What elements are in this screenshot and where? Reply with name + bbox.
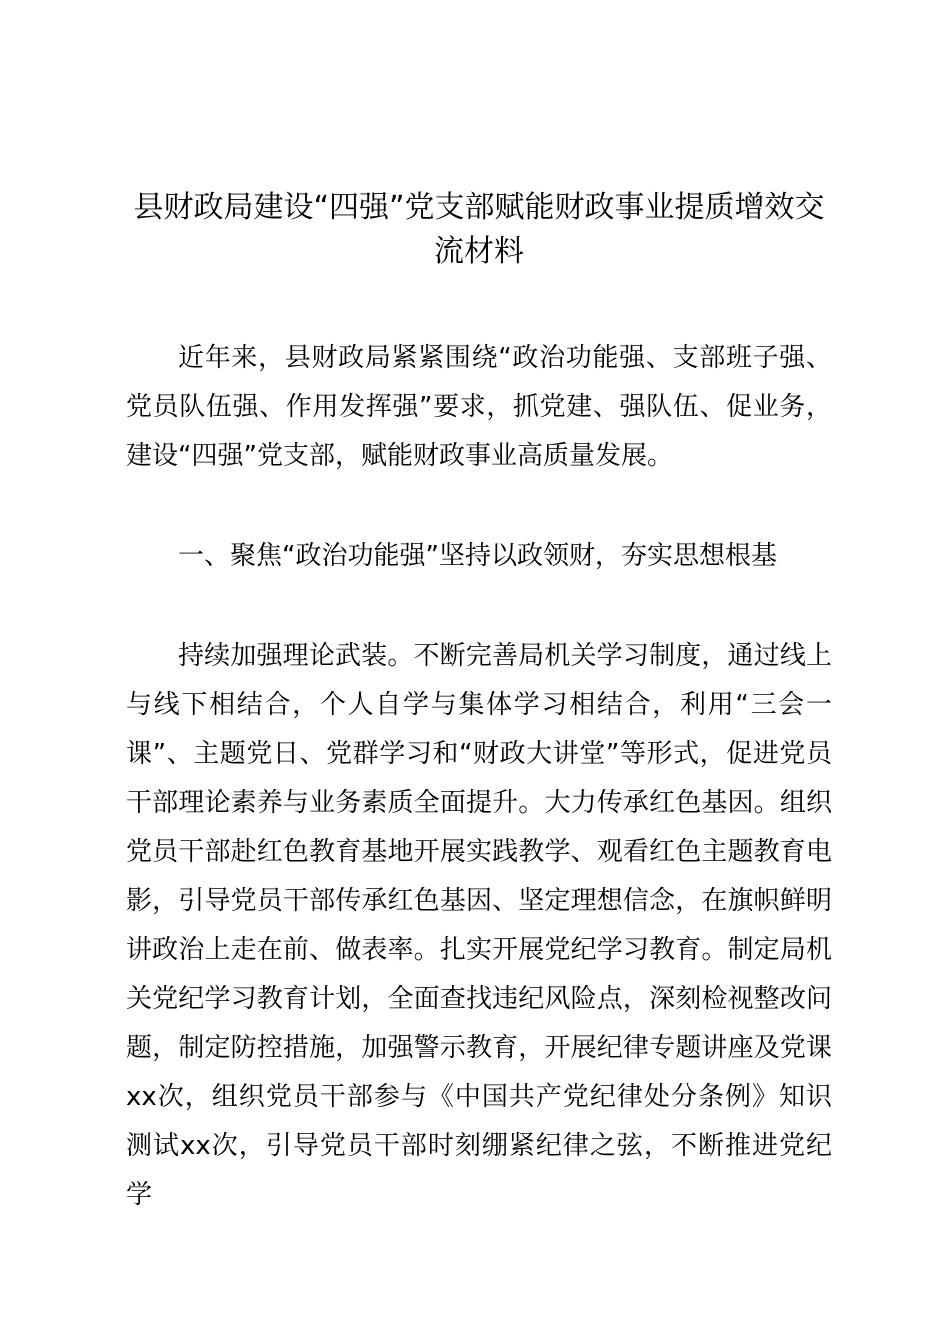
intro-paragraph: 近年来，县财政局紧紧围绕“政治功能强、支部班子强、党员队伍强、作用发挥强”要求，抓党建、强队伍、促业务，建设“四强”党支部，赋能财政事业高质量发展。	[126, 343, 832, 471]
document-title: 县财政局建设“四强”党支部赋能财政事业提质增效交流材料	[133, 190, 825, 269]
section-body-1: 持续加强理论武装。不断完善局机关学习制度，通过线上与线下相结合，个人自学与集体学习相结合，利用“三会一课”、主题党日、党群学习和“财政大讲堂”等形式，促进党员干部理论素养与业务素质全面提升。大力传承红色基因。组织党员干部赴红色教育基地开展实践教学、观看红色主题教育电影，引导党员干部传承红色基因、坚定理想信念，在旗帜鲜明讲政治上走在前、做表率。扎实开展党纪学习教育。制定局机关党纪学习教育计划，全面查找违纪风险点，深刻检视整改问题，制定防控措施，加强警示教育，开展纪律专题讲座及党课xx次，组织党员干部参与《中国共产党纪律处分条例》知识测试xx次，引导党员干部时刻绷紧纪律之弦，不断推进党纪学	[126, 641, 832, 1210]
section-heading-1: 一、聚焦“政治功能强”坚持以政领财，夯实思想根基	[178, 541, 777, 571]
